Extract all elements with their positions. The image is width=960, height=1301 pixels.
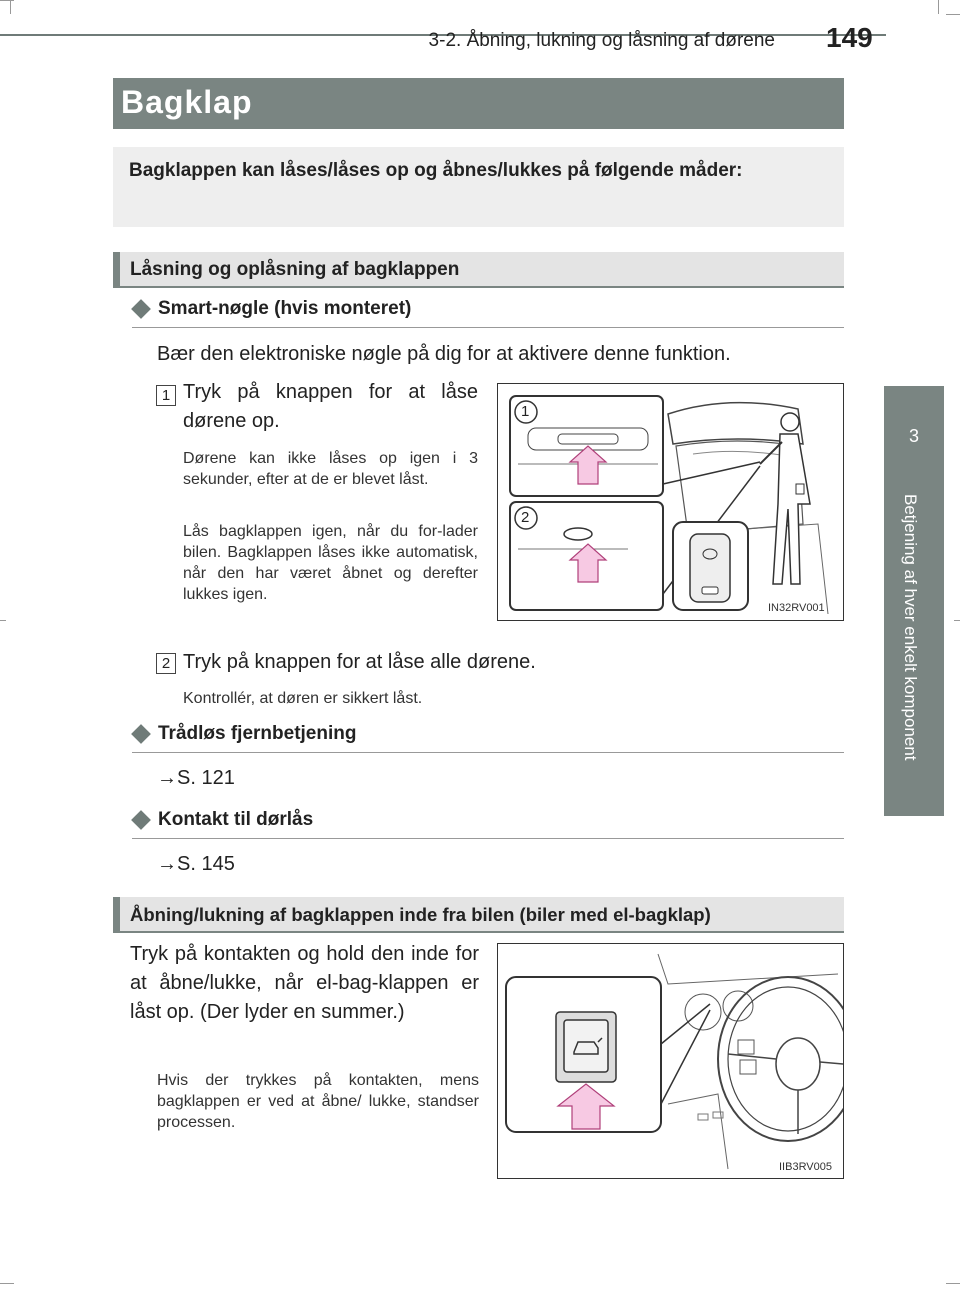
step-number-1: 1 bbox=[156, 385, 176, 406]
figure-code: IIB3RV005 bbox=[779, 1161, 833, 1173]
chapter-label-wrap bbox=[898, 494, 928, 804]
subheading-label: Smart-nøgle (hvis monteret) bbox=[158, 298, 412, 319]
crop-mark bbox=[954, 620, 960, 621]
crop-mark bbox=[10, 0, 11, 14]
crop-mark bbox=[0, 620, 6, 621]
diamond-bullet-icon bbox=[131, 299, 151, 319]
figure-smart-key bbox=[497, 383, 844, 621]
step-number-2: 2 bbox=[156, 653, 176, 674]
figure-power-tailgate-illustration bbox=[498, 944, 844, 1179]
step1-line1: Tryk på knappen for at låse bbox=[183, 381, 478, 403]
step2-text: Tryk på knappen for at låse alle dørene. bbox=[183, 651, 536, 673]
page-title-bar bbox=[113, 78, 844, 129]
subheading-smart-key bbox=[132, 298, 844, 328]
figure-smart-key-illustration bbox=[498, 384, 844, 621]
intro-box: Bagklappen kan låses/låses op og åbnes/lukkes på følgende måder: bbox=[113, 147, 844, 227]
chapter-number: 3 bbox=[908, 426, 919, 446]
diamond-bullet-icon bbox=[131, 724, 151, 744]
subheading-label: Trådløs fjernbetjening bbox=[158, 723, 357, 744]
page-reference-link[interactable]: →S. 121 bbox=[157, 767, 235, 789]
crop-mark bbox=[0, 0, 14, 1]
section-heading-lock-unlock bbox=[113, 252, 844, 288]
section-heading-power-tailgate bbox=[113, 897, 844, 933]
page-reference-link[interactable]: →S. 145 bbox=[157, 853, 235, 875]
crop-mark bbox=[946, 1283, 960, 1284]
crop-mark bbox=[0, 1283, 14, 1284]
step1-note2: Lås bagklappen igen, når du for-lader bilen. Bagklappen låses ikke automatisk, når den har været åbnet og derefter lukkes igen. bbox=[183, 523, 478, 603]
step1-line2: dørene op. bbox=[183, 410, 280, 432]
figure-power-tailgate-switch bbox=[497, 943, 844, 1179]
power-tailgate-note: Hvis der trykkes på kontakten, mens bagklappen er ved at åbne/ lukke, standser processen. bbox=[157, 1072, 479, 1131]
subheading-door-lock-switch bbox=[132, 809, 844, 839]
crop-mark bbox=[938, 0, 939, 14]
step1-note1: Dørene kan ikke låses op igen i 3 sekunder, efter at de er blevet låst. bbox=[183, 450, 478, 488]
smart-key-intro: Bær den elektroniske nøgle på dig for at aktivere denne funktion. bbox=[157, 343, 731, 365]
header-section-title: 3-2. Åbning, lukning og låsning af dørene bbox=[428, 30, 775, 51]
section-heading-label: Åbning/lukning af bagklappen inde fra bilen (biler med el-bagklap) bbox=[130, 904, 711, 925]
chapter-side-tab bbox=[884, 386, 944, 816]
subheading-wireless-remote bbox=[132, 723, 844, 753]
page-number: 149 bbox=[826, 22, 873, 53]
power-tailgate-text: Tryk på kontakten og hold den inde for at åbne/lukke, når el-bag-klappen er låst op. (Der lyder en summer.) bbox=[130, 943, 479, 1023]
section-heading-label: Låsning og oplåsning af bagklappen bbox=[130, 259, 460, 280]
step2-note: Kontrollér, at døren er sikkert låst. bbox=[183, 690, 423, 707]
figure-callout-2: 2 bbox=[521, 509, 530, 526]
figure-code: IN32RV001 bbox=[768, 602, 825, 614]
subheading-label: Kontakt til dørlås bbox=[158, 809, 314, 830]
page-title: Bagklap bbox=[121, 84, 253, 120]
diamond-bullet-icon bbox=[131, 810, 151, 830]
chapter-label: Betjening af hver enkelt komponent bbox=[901, 494, 920, 761]
crop-mark bbox=[946, 14, 960, 15]
figure-callout-1: 1 bbox=[521, 403, 530, 420]
